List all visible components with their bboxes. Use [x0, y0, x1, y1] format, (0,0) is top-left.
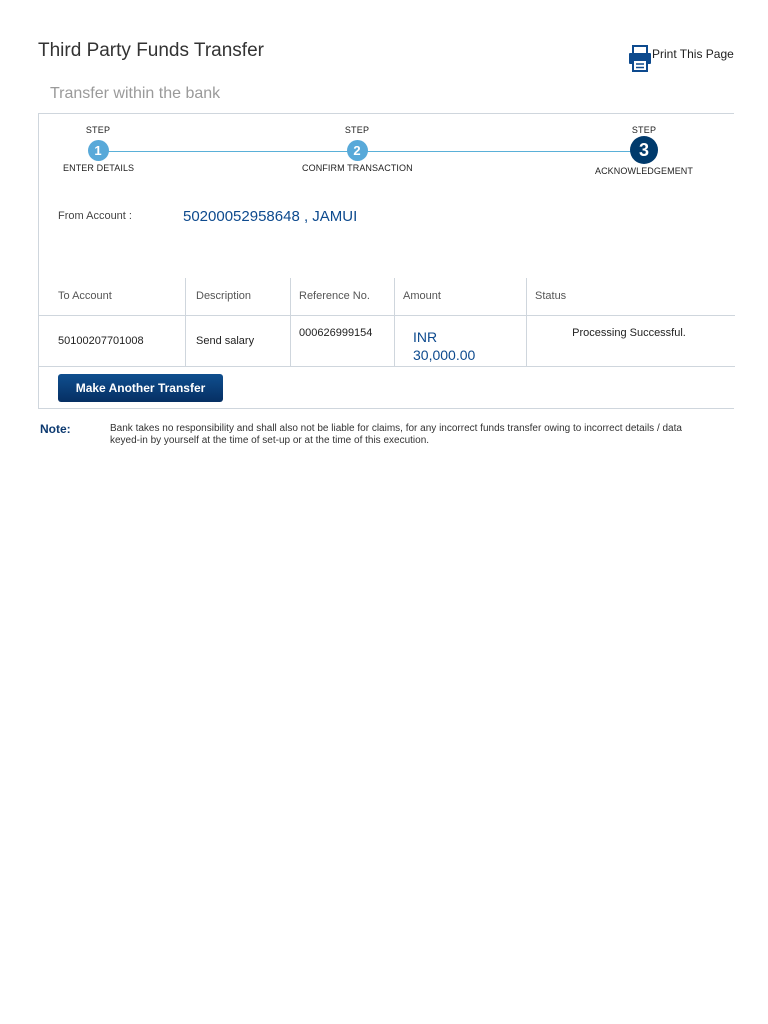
- table-header: [39, 278, 735, 316]
- table-row: [39, 316, 735, 367]
- header-status: Status: [526, 278, 735, 315]
- amount-currency: INR: [413, 329, 438, 345]
- note-label: Note:: [40, 422, 71, 436]
- cell-to-account: 50100207701008: [58, 335, 144, 347]
- header-amount: Amount: [394, 278, 526, 315]
- cell-status: Processing Successful.: [526, 316, 735, 366]
- from-account-value: 50200052958648 , JAMUI: [183, 208, 358, 225]
- step-1-label: ENTER DETAILS: [63, 163, 135, 173]
- from-account-label: From Account :: [58, 210, 132, 222]
- page-title: Third Party Funds Transfer: [38, 40, 264, 61]
- step-3-label: ACKNOWLEDGEMENT: [594, 166, 693, 176]
- step-1-caption: STEP: [85, 125, 111, 135]
- page-subtitle: Transfer within the bank: [50, 85, 221, 102]
- header-to-account: To Account: [58, 290, 112, 302]
- step-2-circle: 2: [347, 140, 368, 161]
- header-reference: Reference No.: [290, 278, 394, 315]
- step-2-caption: STEP: [344, 125, 370, 135]
- print-page-link[interactable]: [628, 45, 734, 76]
- step-2: [302, 124, 412, 173]
- step-1-circle: 1: [88, 140, 109, 161]
- cell-amount: [394, 316, 526, 366]
- step-3: [594, 124, 694, 176]
- make-another-transfer-button[interactable]: Make Another Transfer: [58, 374, 223, 402]
- step-2-label: CONFIRM TRANSACTION: [302, 163, 413, 173]
- step-1: [63, 124, 133, 173]
- step-3-caption: STEP: [631, 125, 657, 135]
- header-description: Description: [185, 278, 290, 315]
- print-label: Print This Page: [652, 47, 734, 61]
- cell-description: Send salary: [185, 316, 290, 366]
- note-text: Bank takes no responsibility and shall also not be liable for claims, for any incorrect funds transfer owing to incorrect details / data keyed-in by yourself at the time of set-up or at the time of this execution.: [110, 423, 682, 446]
- transfer-panel: [38, 113, 734, 409]
- step-3-circle: 3: [630, 136, 658, 164]
- cell-reference: 000626999154: [290, 316, 394, 366]
- printer-icon: [628, 45, 652, 76]
- amount-value: 30,000.00: [413, 347, 476, 363]
